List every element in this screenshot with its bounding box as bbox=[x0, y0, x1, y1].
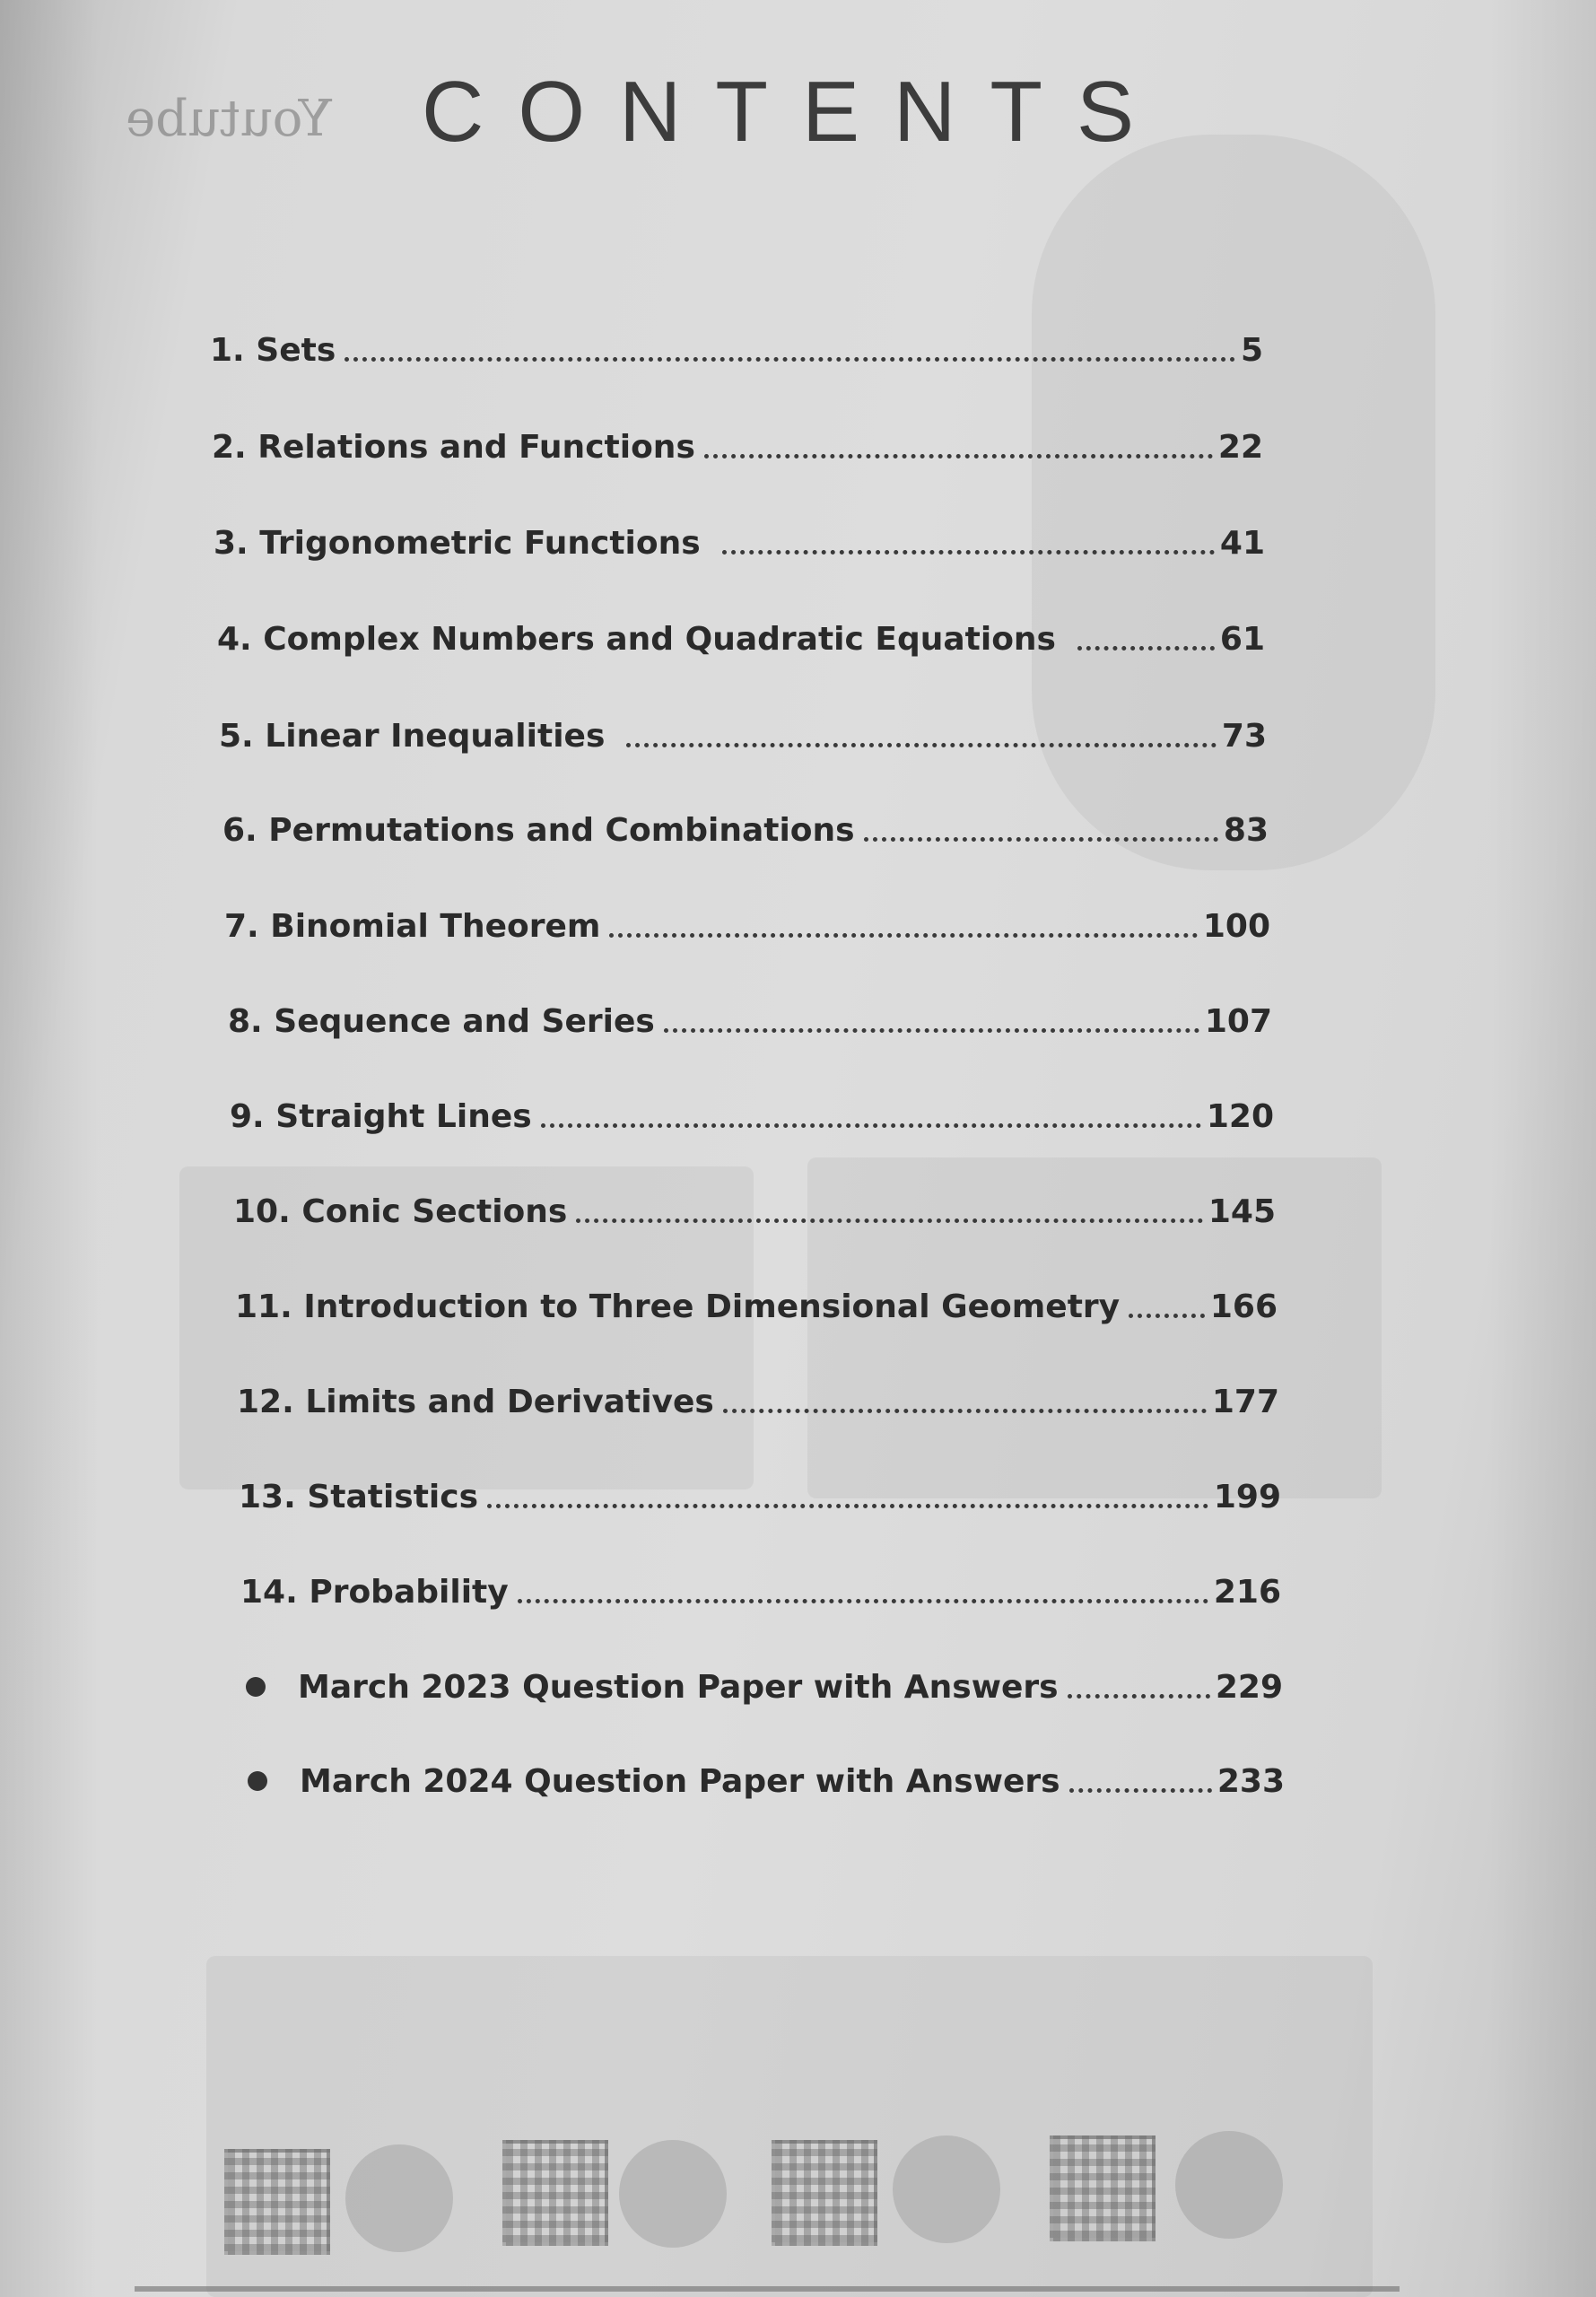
toc-entry-page: 145 bbox=[1208, 1193, 1276, 1230]
toc-entry-title: Limits and Derivatives bbox=[305, 1384, 714, 1420]
toc-entry-number: 4. bbox=[217, 621, 264, 658]
toc-entry-title: Introduction to Three Dimensional Geometry bbox=[303, 1288, 1121, 1325]
toc-entry-page: 83 bbox=[1223, 812, 1269, 849]
brand-watermark-logo: Youtube bbox=[126, 90, 332, 148]
toc-entry bbox=[222, 812, 1269, 849]
qr-code-graphic bbox=[224, 2149, 330, 2255]
dotted-leader bbox=[864, 837, 1218, 842]
toc-entry-number: 6. bbox=[222, 812, 269, 849]
toc-entry-title: Probability bbox=[309, 1574, 509, 1611]
toc-entry-number: 10. bbox=[233, 1193, 302, 1230]
toc-entry-number: 11. bbox=[235, 1288, 304, 1325]
toc-entry-number: 2. bbox=[212, 429, 258, 466]
toc-entry-number: 12. bbox=[237, 1384, 306, 1420]
toc-entry-page: 61 bbox=[1219, 621, 1265, 658]
toc-entry-page: 107 bbox=[1204, 1003, 1272, 1040]
toc-entry-title: Sequence and Series bbox=[274, 1003, 655, 1040]
toc-entry-number: 13. bbox=[239, 1479, 308, 1515]
toc-entry-title: Sets bbox=[256, 332, 336, 369]
badge-graphic bbox=[893, 2135, 1000, 2243]
qr-code-graphic bbox=[1050, 2135, 1156, 2241]
toc-entry bbox=[237, 1384, 1279, 1420]
qr-code-graphic bbox=[772, 2140, 877, 2246]
bullet-icon bbox=[248, 1771, 267, 1791]
toc-entry bbox=[214, 525, 1265, 562]
badge-graphic bbox=[619, 2140, 727, 2248]
toc-entry bbox=[233, 1193, 1276, 1230]
toc-entry-number: 1. bbox=[210, 332, 257, 369]
dotted-leader bbox=[1129, 1314, 1205, 1318]
toc-extra-page: 229 bbox=[1215, 1669, 1283, 1706]
toc-entry bbox=[240, 1574, 1281, 1611]
toc-entry-page: 100 bbox=[1202, 908, 1270, 945]
dotted-leader bbox=[723, 1409, 1207, 1413]
toc-entry bbox=[235, 1288, 1278, 1325]
toc-entry-page: 22 bbox=[1217, 429, 1263, 466]
toc-entry-page: 166 bbox=[1209, 1288, 1278, 1325]
toc-entry-page: 5 bbox=[1240, 332, 1263, 369]
toc-extra-entry bbox=[248, 1763, 1285, 1800]
toc-entry bbox=[212, 429, 1263, 466]
dotted-leader bbox=[609, 933, 1197, 938]
toc-entry-page: 199 bbox=[1213, 1479, 1281, 1515]
dotted-leader bbox=[626, 743, 1217, 747]
toc-entry-title: Relations and Functions bbox=[257, 429, 695, 466]
toc-entry-number: 14. bbox=[240, 1574, 310, 1611]
bullet-icon bbox=[246, 1677, 266, 1697]
toc-entry-title: Straight Lines bbox=[275, 1098, 532, 1135]
toc-entry-title: Linear Inequalities bbox=[265, 718, 606, 755]
toc-entry-number: 7. bbox=[224, 908, 271, 945]
toc-entry bbox=[210, 332, 1263, 369]
toc-entry-number: 5. bbox=[219, 718, 266, 755]
dotted-leader bbox=[1068, 1694, 1210, 1699]
dotted-leader bbox=[487, 1504, 1208, 1508]
toc-entry bbox=[228, 1003, 1272, 1040]
toc-entry-page: 41 bbox=[1219, 525, 1265, 562]
toc-entry-title: Complex Numbers and Quadratic Equations bbox=[263, 621, 1056, 658]
toc-entry bbox=[224, 908, 1270, 945]
toc-entry-page: 73 bbox=[1221, 718, 1267, 755]
toc-entry-page: 120 bbox=[1206, 1098, 1274, 1135]
toc-entry bbox=[239, 1479, 1281, 1515]
page-title: CONTENTS bbox=[422, 64, 1168, 160]
dotted-leader bbox=[722, 550, 1215, 555]
toc-entry bbox=[230, 1098, 1274, 1135]
toc-entry-title: Binomial Theorem bbox=[270, 908, 601, 945]
dotted-leader bbox=[704, 454, 1213, 459]
dotted-leader bbox=[1069, 1788, 1212, 1793]
toc-entry bbox=[219, 718, 1267, 755]
toc-extra-title: March 2023 Question Paper with Answers bbox=[298, 1669, 1059, 1706]
badge-graphic bbox=[345, 2144, 453, 2252]
dotted-leader bbox=[344, 357, 1235, 362]
dotted-leader bbox=[664, 1028, 1199, 1033]
dotted-leader bbox=[1077, 646, 1215, 651]
bottom-rule bbox=[135, 2286, 1400, 2292]
dotted-leader bbox=[576, 1218, 1203, 1223]
dotted-leader bbox=[518, 1599, 1208, 1603]
toc-entry-page: 216 bbox=[1213, 1574, 1281, 1611]
toc-extra-title: March 2024 Question Paper with Answers bbox=[300, 1763, 1060, 1800]
toc-extra-page: 233 bbox=[1217, 1763, 1285, 1800]
toc-extra-entry bbox=[246, 1669, 1283, 1706]
toc-entry-title: Conic Sections bbox=[301, 1193, 568, 1230]
toc-entry bbox=[217, 621, 1265, 658]
toc-entry-title: Statistics bbox=[307, 1479, 479, 1515]
toc-entry-number: 3. bbox=[214, 525, 260, 562]
toc-entry-title: Permutations and Combinations bbox=[268, 812, 855, 849]
toc-entry-number: 9. bbox=[230, 1098, 276, 1135]
toc-entry-number: 8. bbox=[228, 1003, 275, 1040]
toc-entry-title: Trigonometric Functions bbox=[259, 525, 701, 562]
toc-entry-page: 177 bbox=[1211, 1384, 1279, 1420]
dotted-leader bbox=[541, 1123, 1201, 1128]
badge-graphic bbox=[1175, 2131, 1283, 2239]
qr-code-graphic bbox=[502, 2140, 608, 2246]
